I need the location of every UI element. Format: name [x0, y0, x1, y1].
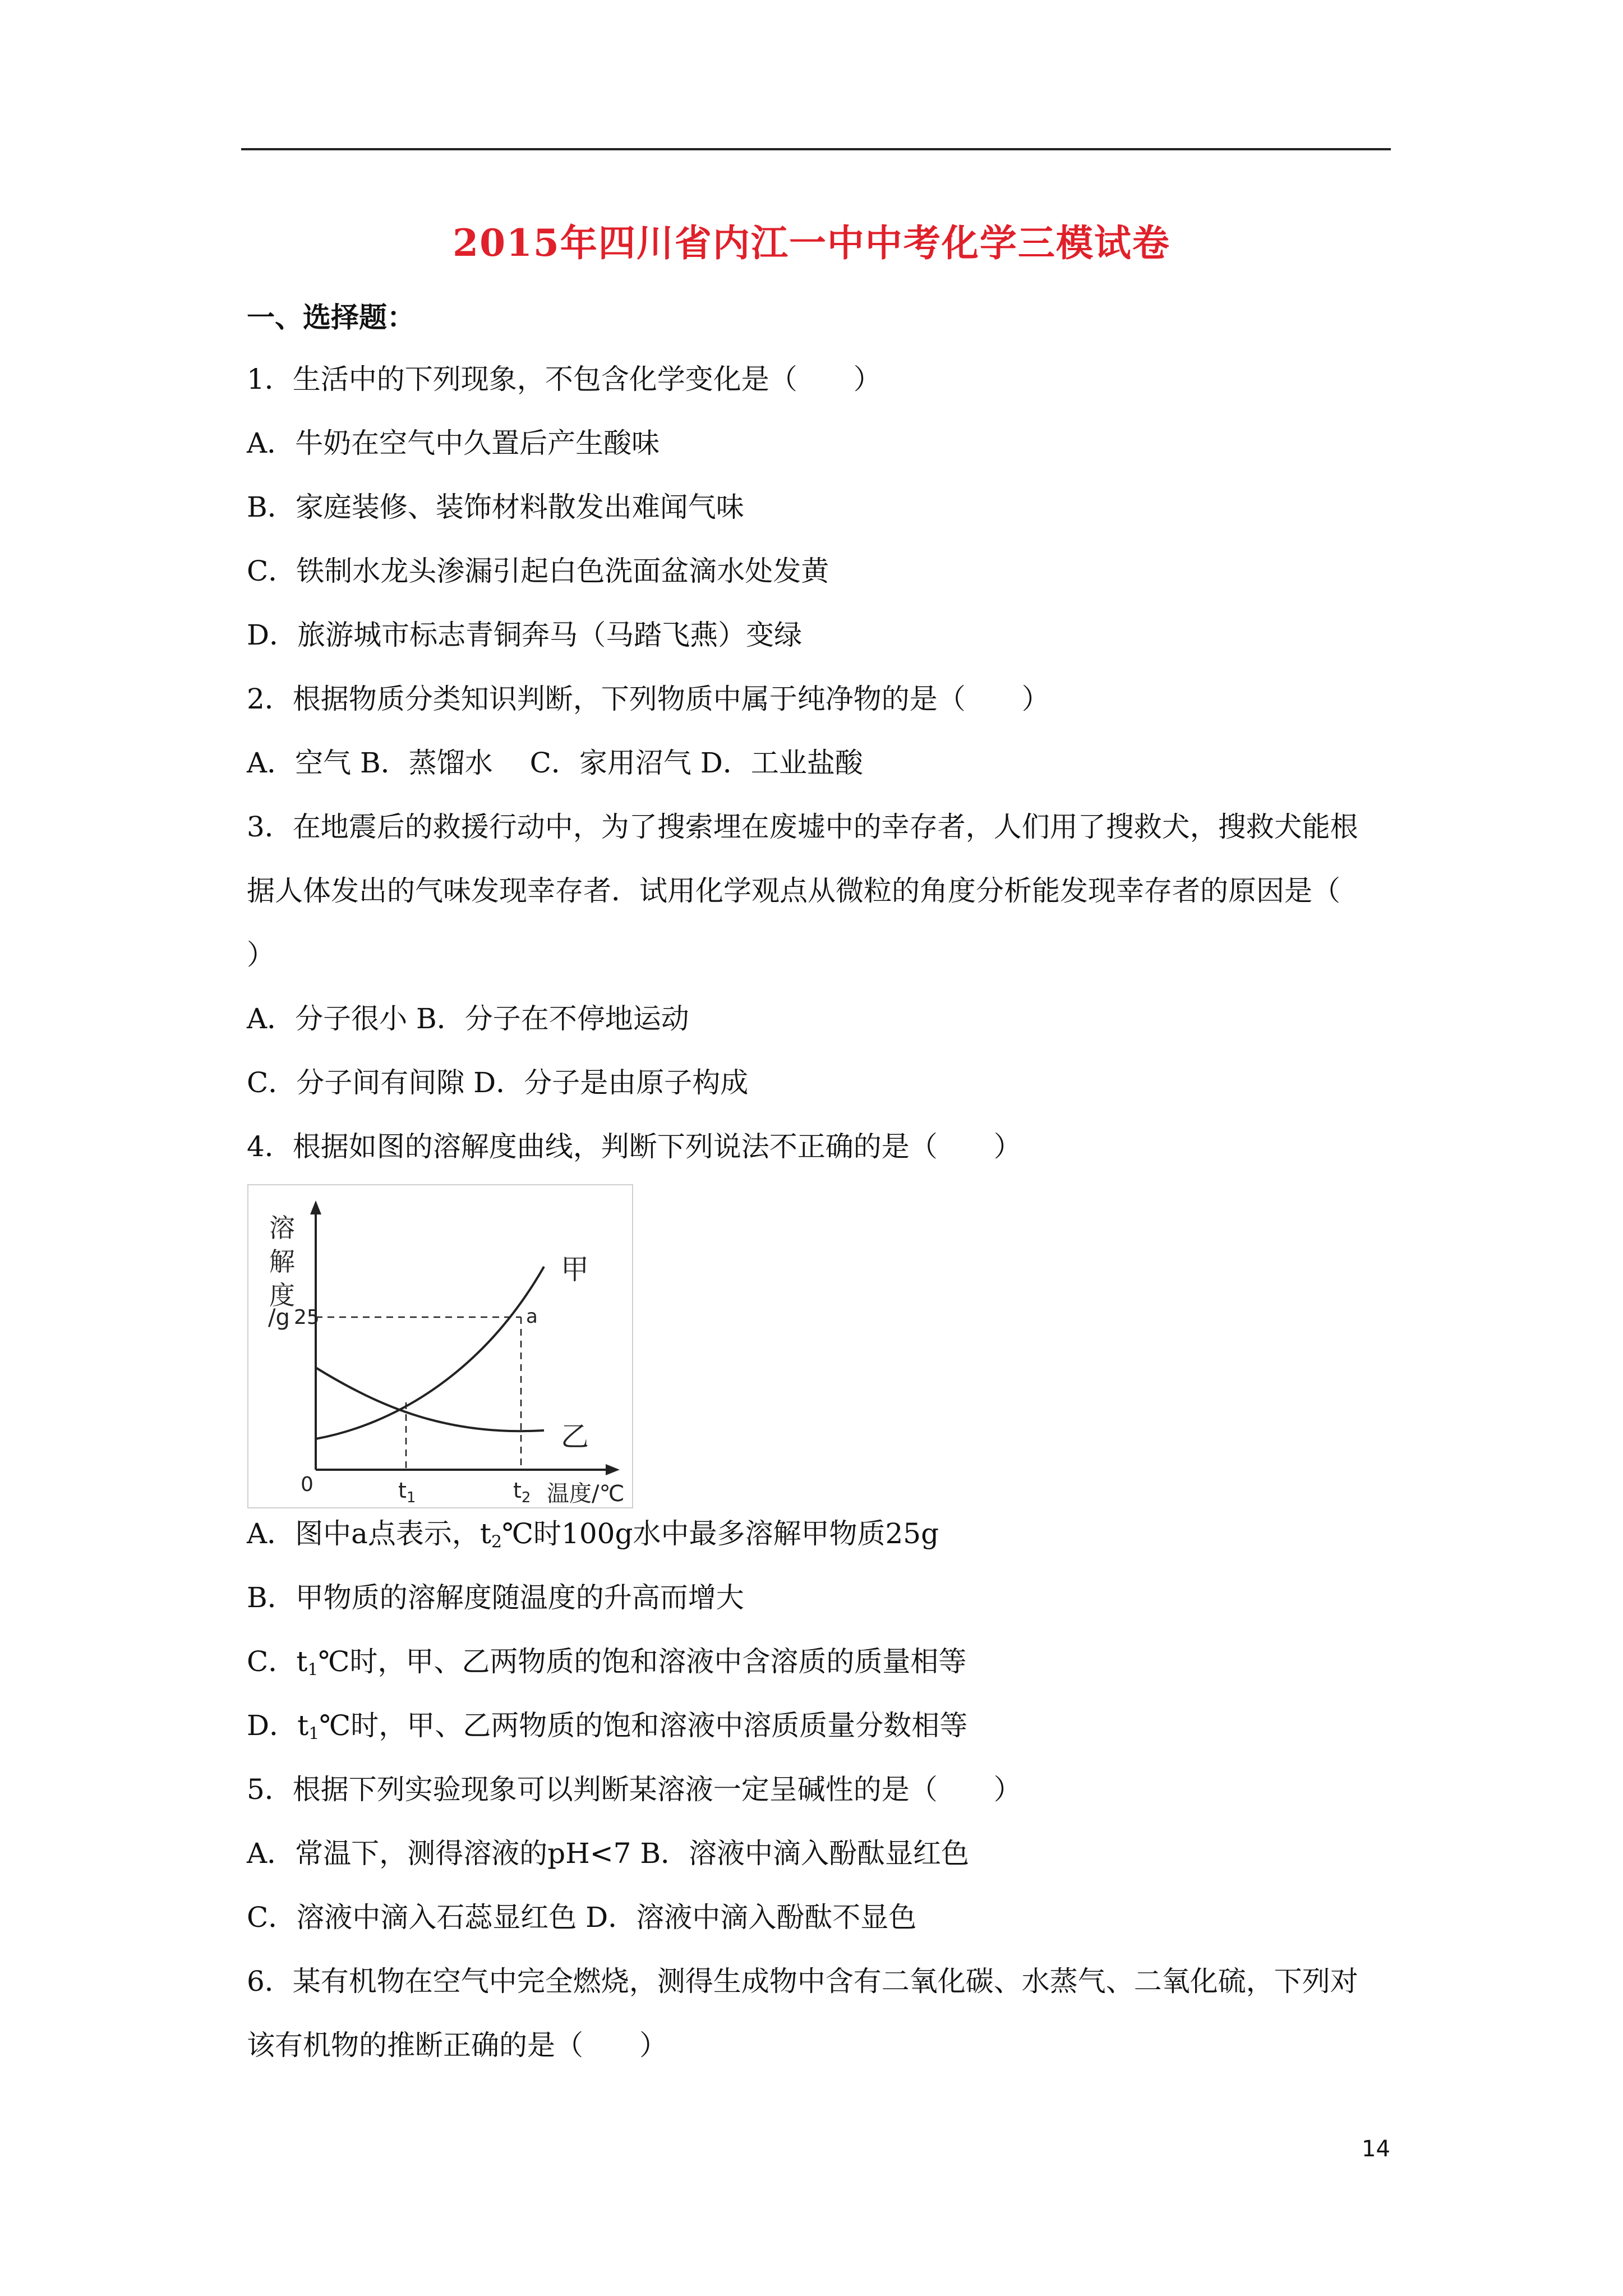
origin-label: 0: [301, 1473, 313, 1496]
q4-option-c: [247, 1645, 966, 1687]
y-tick-label: 25: [294, 1306, 320, 1329]
q3-options-ab: A．分子很小 B．分子在不停地运动: [247, 1002, 689, 1035]
q4-option-a: [247, 1517, 939, 1559]
solubility-chart-svg: [247, 1184, 634, 1509]
q4-option-c-post: ℃时，甲、乙两物质的饱和溶液中含溶质的质量相等: [318, 1645, 967, 1678]
section-heading: 一、选择题：: [247, 301, 415, 334]
y-label-char-3: 度: [269, 1280, 295, 1310]
y-label-unit: /g: [268, 1305, 290, 1331]
q3-stem-line3: ）: [247, 938, 275, 971]
q1-stem: 1．生活中的下列现象，不包含化学变化是（ ）: [247, 363, 882, 395]
y-label-char-1: 溶: [269, 1213, 295, 1243]
q3-stem-line1: 3．在地震后的救援行动中，为了搜索埋在废墟中的幸存者，人们用了搜救犬，搜救犬能根: [247, 811, 1358, 843]
series-label-yi: 乙: [561, 1420, 589, 1453]
series-line-yi: [316, 1368, 544, 1431]
q4-option-c-pre: C．t: [247, 1645, 308, 1678]
x-axis-label: 温度/℃: [547, 1481, 625, 1507]
q1-option-d: D．旅游城市标志青铜奔马（马踏飞燕）变绿: [247, 619, 803, 651]
q4-option-d-sub: 1: [308, 1724, 320, 1744]
q5-options-ab: A．常温下，测得溶液的pH<7 B．溶液中滴入酚酞显红色: [247, 1837, 970, 1870]
header-rule: [241, 148, 1391, 150]
q1-option-b: B．家庭装修、装饰材料散发出难闻气味: [247, 491, 744, 523]
q3-stem-line2: 据人体发出的气味发现幸存者．试用化学观点从微粒的角度分析能发现幸存者的原因是（: [247, 875, 1340, 907]
q5-options-cd: C．溶液中滴入石蕊显红色 D．溶液中滴入酚酞不显色: [247, 1901, 917, 1934]
q6-stem-line2: 该有机物的推断正确的是（ ）: [247, 2029, 667, 2062]
q4-option-b: B．甲物质的溶解度随温度的升高而增大: [247, 1581, 744, 1614]
x-axis-arrow: [606, 1464, 620, 1475]
q2-stem: 2．根据物质分类知识判断，下列物质中属于纯净物的是（ ）: [247, 683, 1050, 715]
figure-frame: [248, 1185, 633, 1508]
q2-options: A．空气 B．蒸馏水 C．家用沼气 D．工业盐酸: [247, 747, 863, 779]
q4-option-d: [247, 1709, 967, 1751]
q5-stem: 5．根据下列实验现象可以判断某溶液一定呈碱性的是（ ）: [247, 1773, 1022, 1806]
q1-option-a: A．牛奶在空气中久置后产生酸味: [247, 427, 660, 459]
q1-option-c: C．铁制水龙头渗漏引起白色洗面盆滴水处发黄: [247, 555, 829, 587]
x-tick-label-t2: $t_2$: [513, 1478, 531, 1506]
y-axis-arrow: [310, 1200, 321, 1214]
solubility-chart: [247, 1184, 634, 1509]
q4-stem: 4．根据如图的溶解度曲线，判断下列说法不正确的是（ ）: [247, 1130, 1022, 1163]
q6-stem-line1: 6．某有机物在空气中完全燃烧，测得生成物中含有二氧化碳、水蒸气、二氧化硫，下列对: [247, 1965, 1358, 1998]
series-label-jia: 甲: [561, 1253, 589, 1286]
page-title: 2015年四川省内江一中中考化学三模试卷: [453, 221, 1170, 265]
y-label-char-2: 解: [269, 1246, 295, 1277]
page-number: 14: [1362, 2136, 1390, 2162]
q4-option-a-sub: 2: [491, 1532, 502, 1552]
q4-option-d-pre: D．t: [247, 1709, 309, 1742]
q4-option-c-sub: 1: [307, 1660, 319, 1680]
series-line-jia: [316, 1267, 544, 1439]
q4-option-d-post: ℃时，甲、乙两物质的饱和溶液中溶质质量分数相等: [319, 1709, 968, 1742]
x-tick-label-t1: $t_1$: [398, 1478, 416, 1506]
q4-option-a-post: ℃时100g水中最多溶解甲物质25g: [502, 1517, 939, 1550]
q3-options-cd: C．分子间有间隙 D．分子是由原子构成: [247, 1066, 749, 1099]
q4-option-a-pre: A．图中a点表示，t: [247, 1517, 492, 1550]
point-label-a: a: [526, 1305, 538, 1328]
